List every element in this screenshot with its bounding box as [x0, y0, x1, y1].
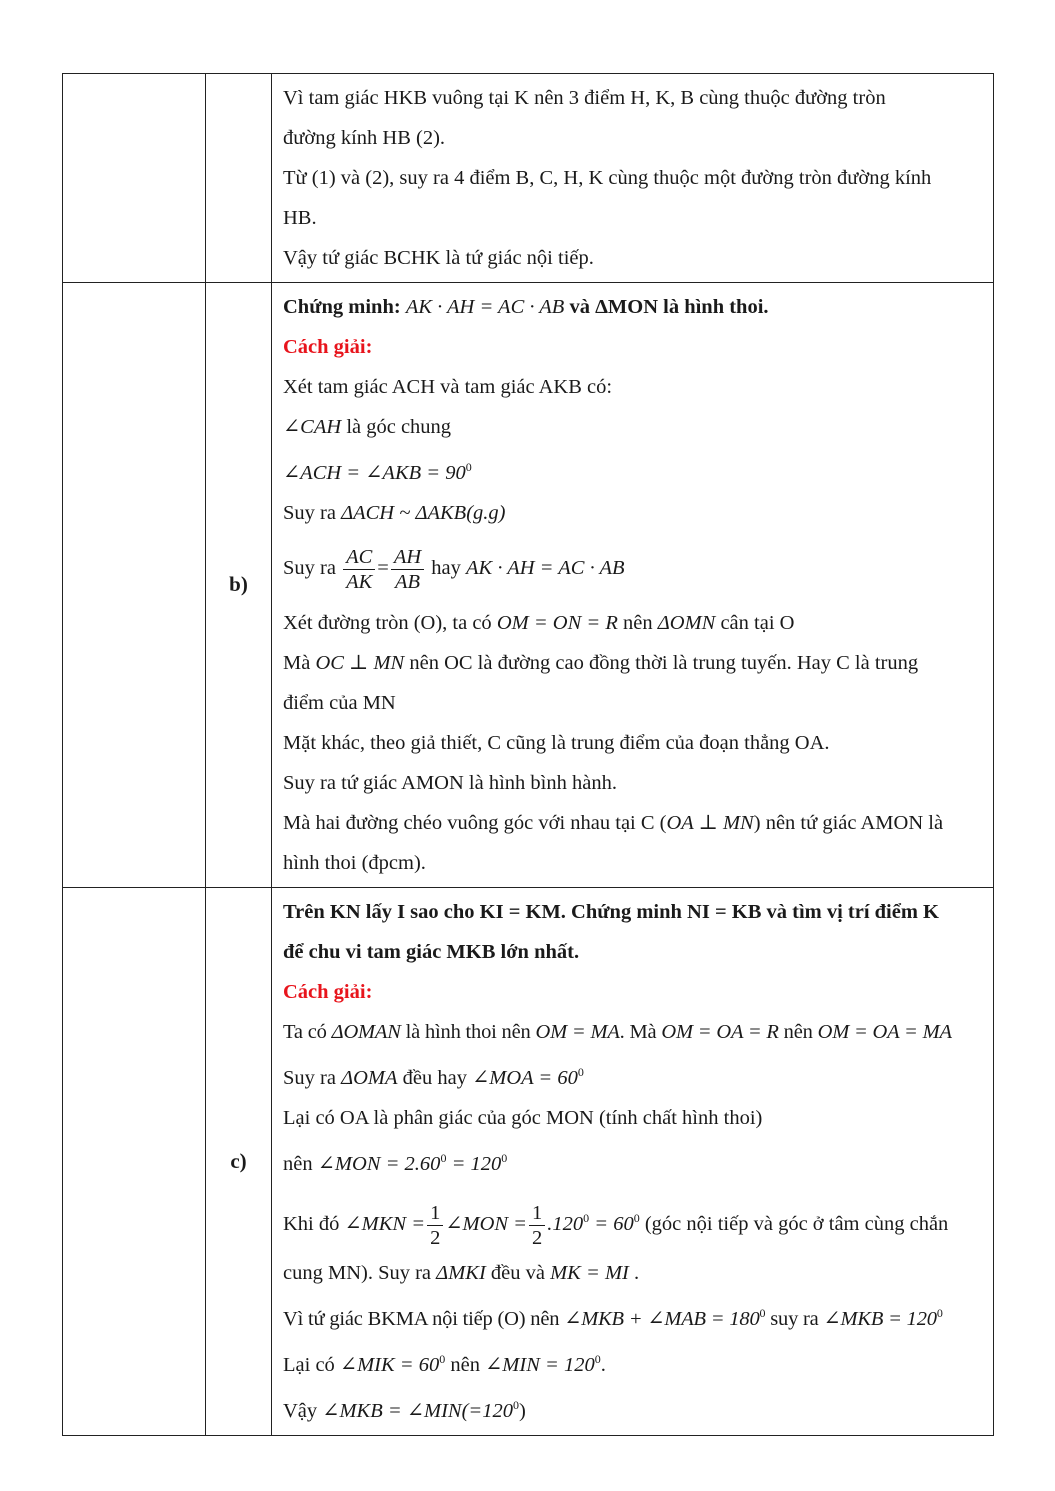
row-part-b	[63, 283, 994, 888]
text-line: ∠CAH là góc chung	[283, 416, 452, 438]
method-heading: Cách giải:	[283, 980, 373, 1003]
part-label: b)	[206, 283, 272, 888]
part-a-content	[272, 74, 994, 283]
text-line: Mà hai đường chéo vuông góc với nhau tại C (OA ⊥ MN) nên tứ giác AMON là	[283, 811, 944, 834]
part-label: c)	[206, 887, 272, 1435]
blank-cell	[63, 887, 206, 1435]
fraction: $\frac{1}{2}$	[427, 1201, 443, 1250]
fraction-line: Suy ra $\frac{AC}{AK}$ = $\frac{AH}{AB}$ hay AK · AH = AC · AB	[283, 545, 625, 593]
text-line: Xét tam giác ACH và tam giác AKB có:	[283, 376, 613, 398]
fraction: $\frac{AC}{AK}$	[343, 545, 375, 594]
text-line: HB.	[283, 207, 317, 229]
method-heading: Cách giải:	[283, 336, 373, 358]
text-line: Xét đường tròn (O), ta có OM = ON = R nên ΔOMN cân tại O	[283, 611, 795, 634]
text-line: Ta có ΔOMAN là hình thoi nên OM = MA. Mà OM = OA = R nên OM = OA = MA	[283, 1020, 952, 1043]
text-line: hình thoi (đpcm).	[283, 851, 426, 874]
task-statement: để chu vi tam giác MKB lớn nhất.	[283, 940, 580, 963]
text-line: Vậy ∠MKB = $\angle MIN(=120^0)$	[283, 1398, 526, 1422]
text-line: nên ∠MON = $2.60^0 = 120^0$	[283, 1150, 508, 1175]
row-part-c	[63, 887, 994, 1435]
text-line: Mà OC ⊥ MN nên OC là đường cao đồng thời là trung tuyến. Hay C là trung	[283, 651, 919, 674]
text-line: Vì tứ giác BKMA nội tiếp (O) nên ∠MKB + ∠MAB = $180^0$ suy ra ∠MKB = $120^0$	[283, 1306, 943, 1331]
part-b-content	[272, 283, 994, 888]
task-statement: Trên KN lấy I sao cho KI = KM. Chứng minh NI = KB và tìm vị trí điểm K	[283, 900, 939, 923]
text-line: Lại có ∠MIK = $60^0$ nên ∠MIN = $120^0$.	[283, 1352, 606, 1377]
blank-cell	[63, 283, 206, 888]
text-line: Lại có OA là phân giác của góc MON (tính chất hình thoi)	[283, 1106, 763, 1129]
solution-table	[62, 73, 994, 1436]
text-line: Mặt khác, theo giả thiết, C cũng là trung điểm của đoạn thẳng OA.	[283, 731, 830, 754]
blank-cell	[63, 74, 206, 283]
row-part-a	[63, 74, 994, 283]
fraction: $\frac{1}{2}$	[529, 1201, 545, 1250]
text-line: điểm của MN	[283, 691, 396, 714]
text-line: Vì tam giác HKB vuông tại K nên 3 điểm H, K, B cùng thuộc đường tròn	[283, 87, 886, 109]
fraction: $\frac{AH}{AB}$	[391, 545, 424, 594]
text-line: Suy ra ΔACH ~ ΔAKB(g.g)	[283, 501, 506, 524]
blank-label-cell	[206, 74, 272, 283]
text-line: Từ (1) và (2), suy ra 4 điểm B, C, H, K cùng thuộc một đường tròn đường kính	[283, 167, 932, 189]
part-c-content	[272, 887, 994, 1435]
text-line: Vậy tứ giác BCHK là tứ giác nội tiếp.	[283, 247, 594, 269]
text-line: Suy ra ΔOMA đều hay ∠MOA = $60^0$	[283, 1064, 584, 1089]
text-line: Suy ra tứ giác AMON là hình bình hành.	[283, 771, 617, 794]
fraction-line: Khi đó ∠MKN = $\frac{1}{2}$ ∠MON = $\frac{1}{2}$ $.120^0 = 60^0$ (góc nội tiếp và góc ở tâm cùng chắn	[283, 1202, 949, 1250]
task-statement: Chứng minh: AK · AH = AC · AB và ΔMON là hình thoi.	[283, 296, 769, 318]
text-line: đường kính HB (2).	[283, 127, 446, 149]
text-line: ∠ACH = ∠AKB = $90^0$	[283, 460, 472, 484]
text-line: cung MN). Suy ra ΔMKI đều và MK = MI .	[283, 1262, 640, 1285]
